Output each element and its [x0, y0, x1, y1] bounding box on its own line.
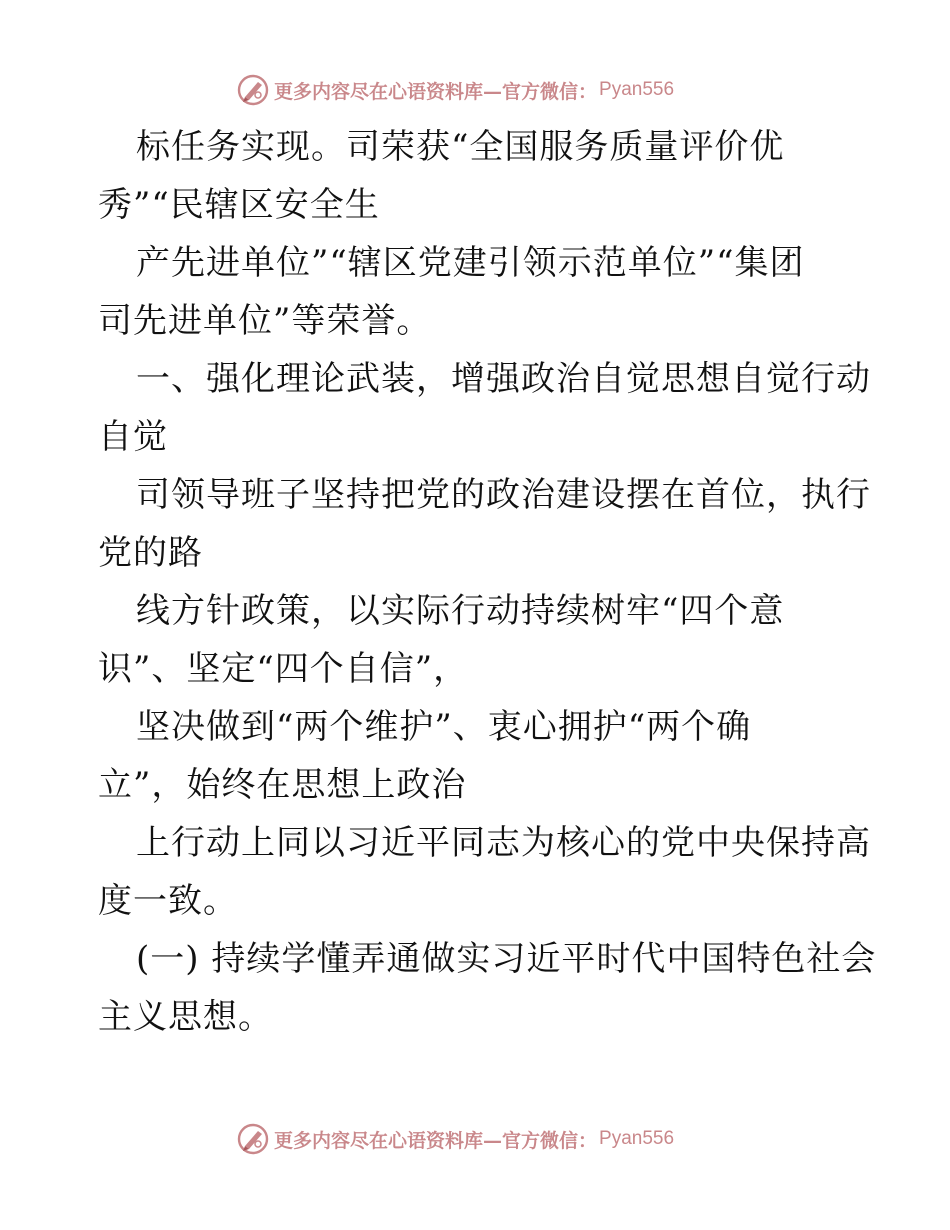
paragraph-line: 坚决做到“两个维护”、衷心拥护“两个确	[136, 707, 752, 747]
footer-watermark	[236, 1121, 674, 1157]
document-body	[98, 118, 877, 1046]
section-heading-line: 一、强化理论武装，增强政治自觉思想自觉行动	[136, 359, 871, 399]
paragraph-line: 司领导班子坚持把党的政治建设摆在首位，执行	[136, 475, 871, 515]
pen-logo-icon	[236, 73, 270, 107]
watermark-site-text: 更多内容尽在心语资料库—官方微信：	[274, 80, 598, 103]
paragraph-line: 立”，始终在思想上政治	[98, 765, 467, 805]
paragraph-line: 标任务实现。司荣获“全国服务质量评价优	[136, 127, 785, 167]
watermark-account: Pyan556	[599, 1128, 675, 1149]
paragraph-line: 上行动上同以习近平同志为核心的党中央保持高	[136, 823, 871, 863]
subsection-heading-line: (一) 持续学懂弄通做实习近平时代中国特色社会	[136, 939, 877, 979]
pen-logo-icon	[236, 1122, 270, 1156]
paragraph-line: 产先进单位”“辖区党建引领示范单位”“集团	[136, 243, 805, 283]
paragraph-line: 度一致。	[98, 881, 238, 921]
paragraph-line: 秀”“民辖区安全生	[98, 185, 380, 225]
paragraph-line: 司先进单位”等荣誉。	[98, 301, 432, 341]
watermark-account: Pyan556	[599, 79, 675, 100]
watermark-site-text: 更多内容尽在心语资料库—官方微信：	[274, 1129, 598, 1152]
header-watermark	[236, 72, 674, 108]
paragraph-line: 党的路	[98, 533, 203, 573]
subsection-heading-line: 主义思想。	[98, 997, 273, 1037]
section-heading-line: 自觉	[98, 417, 168, 457]
paragraph-line: 线方针政策，以实际行动持续树牢“四个意	[136, 591, 785, 631]
paragraph-line: 识”、坚定“四个自信”，	[98, 649, 469, 689]
